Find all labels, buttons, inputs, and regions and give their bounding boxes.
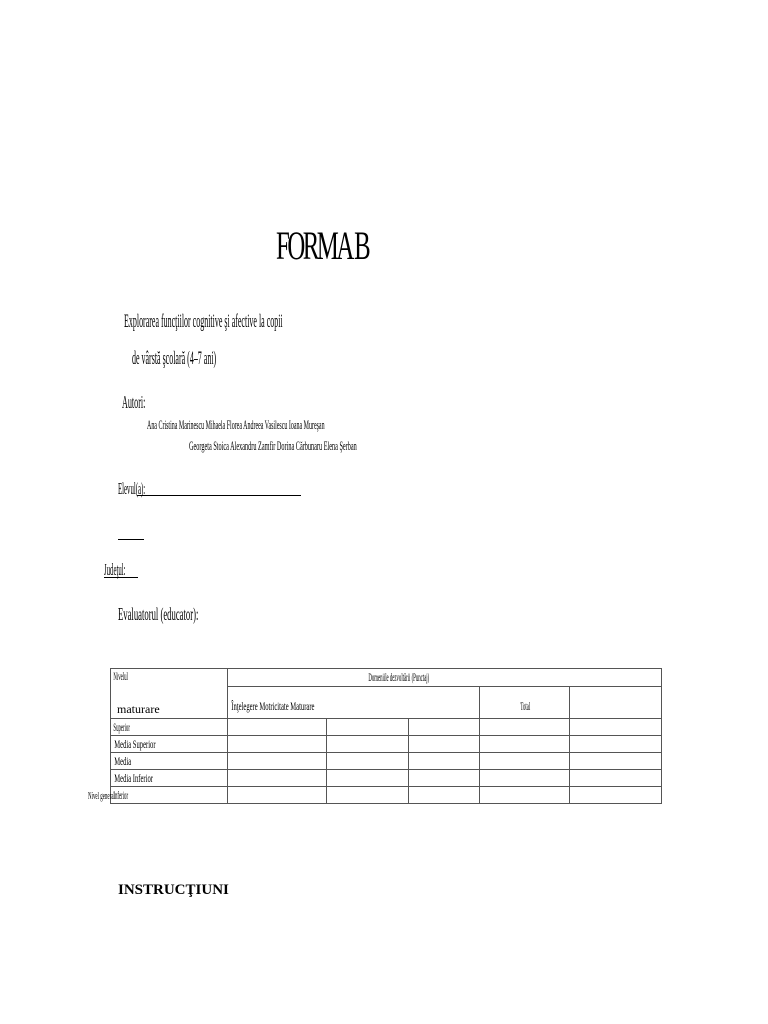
score-cell[interactable] bbox=[570, 719, 662, 736]
score-cell[interactable] bbox=[228, 787, 327, 804]
row-label: Superior bbox=[111, 719, 228, 736]
table-row bbox=[111, 719, 662, 736]
student-label: Elevul(a): bbox=[118, 479, 146, 498]
score-cell[interactable] bbox=[228, 719, 327, 736]
score-cell[interactable] bbox=[228, 736, 327, 753]
table-row bbox=[111, 753, 662, 770]
table-row bbox=[111, 736, 662, 753]
score-cell[interactable] bbox=[570, 753, 662, 770]
county-field[interactable] bbox=[104, 577, 138, 578]
score-cell[interactable] bbox=[327, 736, 409, 753]
table-aside-note: Nivel general bbox=[88, 790, 115, 802]
score-cell[interactable] bbox=[480, 719, 570, 736]
header-nivel: Nivelul maturare bbox=[111, 669, 228, 719]
score-cell[interactable] bbox=[570, 770, 662, 787]
authors-list-line1: Ana Cristina Marinescu Mihaela Florea Andreea Vasilescu Ioana Mureşan bbox=[147, 417, 325, 432]
county-label: Judeţul: bbox=[104, 560, 126, 579]
score-cell[interactable] bbox=[570, 787, 662, 804]
student-name-field[interactable] bbox=[137, 495, 301, 496]
score-cell[interactable] bbox=[409, 770, 480, 787]
header-subdomains: Înţelegere Motricitate Maturare Total bbox=[228, 687, 480, 719]
table-row bbox=[111, 787, 662, 804]
score-cell[interactable] bbox=[480, 770, 570, 787]
row-label: Media bbox=[111, 753, 228, 770]
score-cell[interactable] bbox=[409, 719, 480, 736]
table-row bbox=[111, 770, 662, 787]
score-cell[interactable] bbox=[327, 753, 409, 770]
header-cell bbox=[570, 687, 662, 719]
score-cell[interactable] bbox=[409, 736, 480, 753]
score-cell[interactable] bbox=[327, 787, 409, 804]
separator-line bbox=[118, 539, 144, 540]
row-label: Media Superior bbox=[111, 736, 228, 753]
score-cell[interactable] bbox=[409, 787, 480, 804]
score-cell[interactable] bbox=[409, 753, 480, 770]
evaluation-table bbox=[110, 668, 662, 804]
authors-list-line2: Georgeta Stoica Alexandru Zamfir Dorina Cărbunaru Elena Şerban bbox=[189, 438, 357, 453]
row-label: Media Inferior bbox=[111, 770, 228, 787]
row-label: Inferior bbox=[111, 787, 228, 804]
score-cell[interactable] bbox=[480, 787, 570, 804]
authors-label: Autori: bbox=[122, 392, 146, 412]
score-cell[interactable] bbox=[228, 753, 327, 770]
score-cell[interactable] bbox=[480, 736, 570, 753]
score-cell[interactable] bbox=[480, 753, 570, 770]
document-subtitle-line1: Explorarea funcţiilor cognitive şi afective la copii bbox=[124, 311, 283, 332]
score-cell[interactable] bbox=[327, 719, 409, 736]
score-cell[interactable] bbox=[570, 736, 662, 753]
evaluator-label: Evaluatorul (educator): bbox=[118, 604, 199, 624]
header-domains: Domeniile dezvoltării (Punctaj) bbox=[228, 669, 662, 687]
document-subtitle-line2: de vârstă şcolară (4–7 ani) bbox=[132, 348, 217, 369]
score-cell[interactable] bbox=[327, 770, 409, 787]
instructions-heading: INSTRUCŢIUNI bbox=[118, 882, 229, 898]
score-cell[interactable] bbox=[228, 770, 327, 787]
table-header-row bbox=[111, 669, 662, 687]
form-title: FORMA B bbox=[276, 223, 369, 268]
